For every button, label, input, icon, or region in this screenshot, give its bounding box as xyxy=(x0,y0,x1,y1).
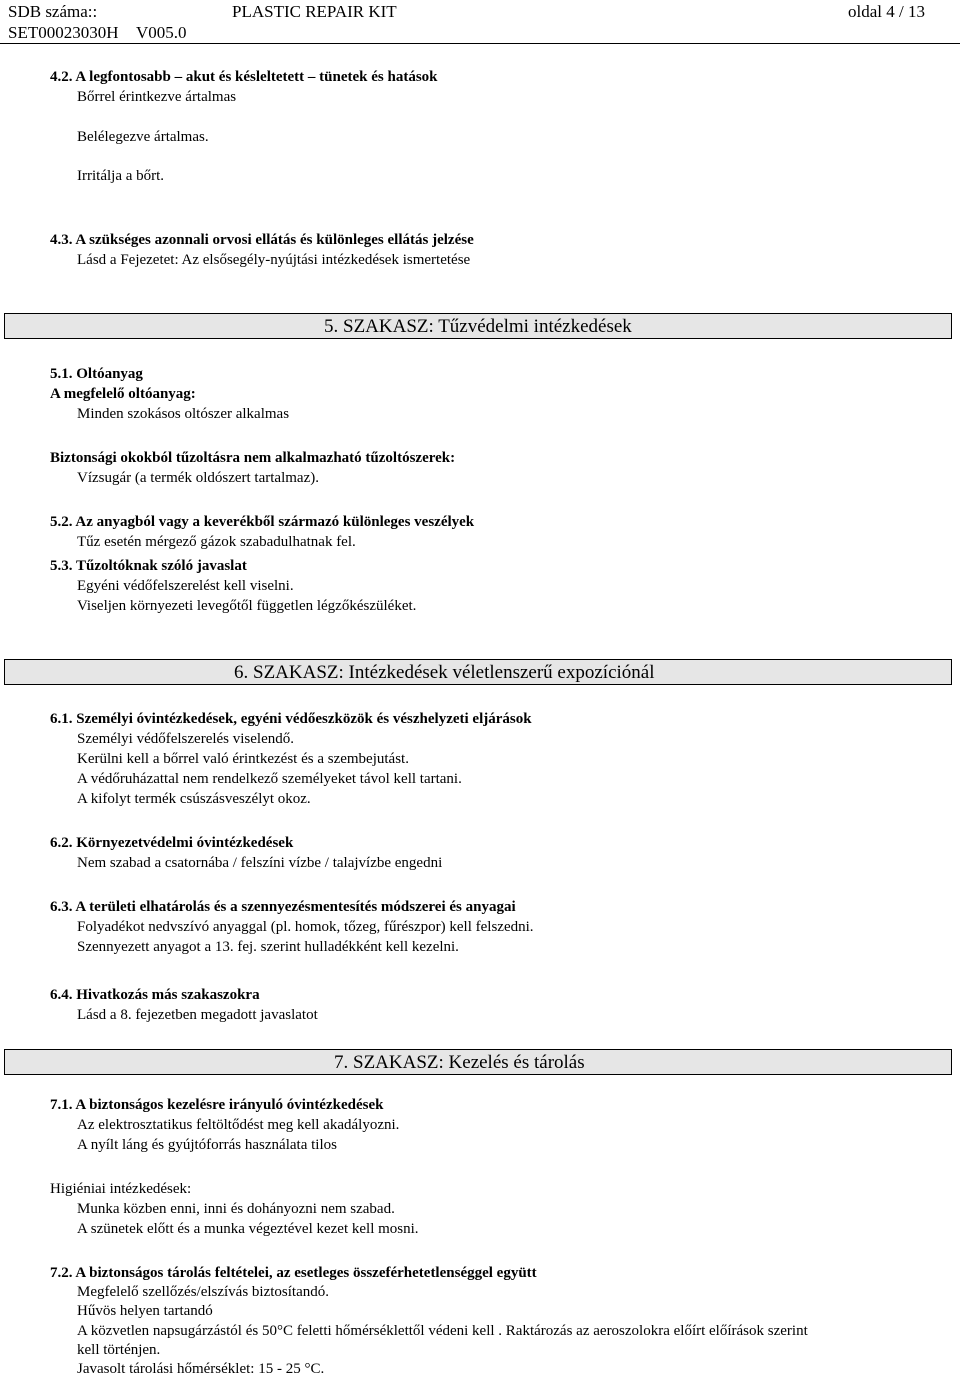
text-line: Az elektrosztatikus feltöltődést meg kell akadályozni. xyxy=(77,1117,400,1133)
product-name: PLASTIC REPAIR KIT xyxy=(232,2,397,21)
text-line: Belélegezve ártalmas. xyxy=(77,129,209,145)
sdb-number-label: SDB száma:: xyxy=(8,2,98,21)
version: V005.0 xyxy=(136,23,187,42)
text-line: Bőrrel érintkezve ártalmas xyxy=(77,89,237,105)
text-line: Hűvös helyen tartandó xyxy=(77,1303,213,1319)
text-line: Lásd a 8. fejezetben megadott javaslatot xyxy=(77,1007,318,1023)
section-6-3-heading: 6.3. A területi elhatárolás és a szennyezésmentesítés módszerei és anyagai xyxy=(50,899,516,915)
text-line: Tűz esetén mérgező gázok szabadulhatnak fel. xyxy=(77,534,356,550)
section-4-3-heading: 4.3. A szükséges azonnali orvosi ellátás és különleges ellátás jelzése xyxy=(50,232,474,248)
section-5-3-heading: 5.3. Tűzoltóknak szóló javaslat xyxy=(50,558,247,574)
text-line: Vízsugár (a termék oldószert tartalmaz). xyxy=(77,470,319,486)
text-line: Kerülni kell a bőrrel való érintkezést és a szembejutást. xyxy=(77,751,409,767)
text-line: Szennyezett anyagot a 13. fej. szerint hulladékként kell kezelni. xyxy=(77,939,459,955)
text-line: Egyéni védőfelszerelést kell viselni. xyxy=(77,578,294,594)
section-6-2-heading: 6.2. Környezetvédelmi óvintézkedések xyxy=(50,835,294,851)
text-line: Lásd a Fejezetet: Az elsősegély-nyújtási intézkedések ismertetése xyxy=(77,252,471,268)
text-line: Nem szabad a csatornába / felszíni vízbe / talajvízbe engedni xyxy=(77,855,443,871)
page-number: oldal 4 / 13 xyxy=(848,2,925,21)
section-7-1-heading: 7.1. A biztonságos kezelésre irányuló óvintézkedések xyxy=(50,1097,384,1113)
section-6-title: 6. SZAKASZ: Intézkedések véletlenszerű expozíciónál xyxy=(234,662,655,683)
text-line: A közvetlen napsugárzástól és 50°C feletti hőmérséklettől védeni kell . Raktározás az aeroszolokra előírt előírások szerint xyxy=(77,1323,808,1339)
section-5-title: 5. SZAKASZ: Tűzvédelmi intézkedések xyxy=(324,316,632,337)
text-line: A szünetek előtt és a munka végeztével kezet kell mosni. xyxy=(77,1221,419,1237)
text-line: A védőruházattal nem rendelkező személyeket távol kell tartani. xyxy=(77,771,462,787)
suitable-extinguisher-label: A megfelelő oltóanyag: xyxy=(50,386,196,402)
section-6-4-heading: 6.4. Hivatkozás más szakaszokra xyxy=(50,987,260,1003)
section-5-1-heading: 5.1. Oltóanyag xyxy=(50,366,143,382)
section-4-2-heading: 4.2. A legfontosabb – akut és késleltetett – tünetek és hatások xyxy=(50,69,438,85)
section-7-title: 7. SZAKASZ: Kezelés és tárolás xyxy=(334,1052,585,1073)
text-line: Munka közben enni, inni és dohányozni nem szabad. xyxy=(77,1201,395,1217)
section-6-1-heading: 6.1. Személyi óvintézkedések, egyéni védőeszközök és vészhelyzeti eljárások xyxy=(50,711,532,727)
text-line: Viseljen környezeti levegőtől független légzőkészüléket. xyxy=(77,598,417,614)
text-line: A nyílt láng és gyújtóforrás használata tilos xyxy=(77,1137,337,1153)
header-divider xyxy=(0,43,960,44)
text-line: Javasolt tárolási hőmérséklet: 15 - 25 °C. xyxy=(77,1361,325,1377)
text-line: Személyi védőfelszerelés viselendő. xyxy=(77,731,295,747)
section-7-2-heading: 7.2. A biztonságos tárolás feltételei, az esetleges összeférhetetlenséggel együtt xyxy=(50,1265,537,1281)
text-line: Megfelelő szellőzés/elszívás biztosítandó. xyxy=(77,1284,330,1300)
text-line: A kifolyt termék csúszásveszélyt okoz. xyxy=(77,791,311,807)
text-line: kell történjen. xyxy=(77,1342,161,1358)
hygiene-label: Higiéniai intézkedések: xyxy=(50,1181,192,1197)
section-5-2-heading: 5.2. Az anyagból vagy a keverékből származó különleges veszélyek xyxy=(50,514,475,530)
text-line: Minden szokásos oltószer alkalmas xyxy=(77,406,290,422)
sdb-number: SET00023030H xyxy=(8,23,119,42)
unsuitable-extinguisher-label: Biztonsági okokból tűzoltásra nem alkalmazható tűzoltószerek: xyxy=(50,450,456,466)
text-line: Irritálja a bőrt. xyxy=(77,168,165,184)
text-line: Folyadékot nedvszívó anyaggal (pl. homok, tőzeg, fűrészpor) kell felszedni. xyxy=(77,919,534,935)
